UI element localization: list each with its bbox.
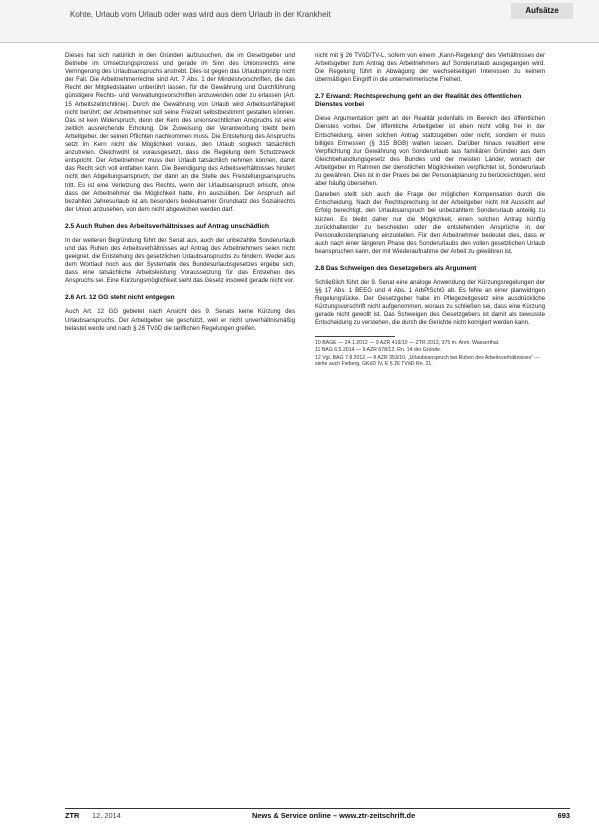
section-tab: Aufsätze [511, 3, 573, 19]
section-heading-2-6: 2.6 Art. 12 GG steht nicht entgegen [65, 294, 175, 302]
footer-website: News & Service online – www.ztr-zeitschrift.de [252, 811, 416, 820]
page-header [0, 0, 599, 43]
left-paragraph-3: Auch Art. 12 GG gebietet nach Ansicht des 9. Senats keine Kürzung des Urlaubsanspruchs. Der Arbeitgeber sei geschützt, weil er nicht unverhältnismäßig belastet werde und nach § 26 TVöD die tariflichen Regelungen greifen. [65, 308, 295, 332]
footnote-12: 12 Vgl. BAG 7.8.2012 — 9 AZR 353/10, „Urlaubsanspruch bei Ruhen des Arbeitsverhältnisses“ — siehe auch Fieberg, GKöD IV, E § 26 TVöD Rn. 21. [315, 354, 540, 368]
footnote-divider [315, 336, 395, 337]
right-paragraph-1: nicht mit § 26 TVöD/TV-L, sofern von einem „Kann-Regelung“ des Verhältnisses der Arbeitsgeber zum Antrag des Arbeitnehmers auf Sonderurlaub ausgegangen wird. Die Regelung führt in Abwägung der wechselseitigen Interessen zu keinem übermäßigen Eingriff in die unternehmerische Freiheit. [315, 52, 545, 84]
footer-divider [65, 808, 570, 809]
right-paragraph-4: Schließlich führt der 9. Senat eine analoge Anwendung der Kürzungsregelungen der §§ 17 Abs. 1 BEEG und 4 Abs. 1 ArbPlSchG ab. Es fehle an einer planwidrigen Regelungslücke. Der Gesetzgeber habe im Pflegezeitgesetz eine ausdrückliche Kürzungsvorschrift nicht aufgenommen, woraus zu schließen sei, dass eine Kürzung gerade nicht gewollt ist. Das Schweigen des Gesetzgebers ist damit als bewusste Entscheidung zu verstehen, die durch die Gerichte nicht korrigiert werden kann. [315, 278, 545, 327]
section-heading-2-8: 2.8 Das Schweigen des Gesetzgebers als Argument [315, 264, 477, 272]
right-paragraph-2: Diese Argumentation geht an der Realität jedenfalls im Bereich des öffentlichen Dienstes vorbei. Der öffentliche Arbeitgeber ist eben nicht völlig frei in der Entscheidung, einen solchen Antrag stattzugeben oder nicht, sondern er muss billiges Ermessen (§ 315 BGB) walten lassen. Darüber hinaus resultiert eine Verpflichtung zur Gewährung von Sonderurlaub aus familiären Gründen aus dem Gleichbehandlungsgesetz des Bundes und der meisten Länder, wonach der Arbeitgeber im Rahmen der dienstlichen Möglichkeiten verpflichtet ist, Sonderurlaub zu gewähren. Dies ist in der Praxis bei der Personalplanung zu berücksichtigen, wird aber häufig übersehen. [315, 115, 545, 188]
issue-number: 12. 2014 [92, 811, 121, 820]
right-paragraph-3: Daneben stellt sich auch die Frage der möglichen Kompensation durch die Entscheidung. Nach der Rechtsprechung ist der Arbeitgeber nicht mit Aussicht auf Erfolg berechtigt, den Urlaubsanspruch bei unbezahltem Sonderurlaub anteilig zu kürzen. Es bleibt daher nur die Möglichkeit, einen solchen Antrag künftig zurückhaltender zu bescheiden oder die entstehenden Ansprüche in der Personalkostenplanung einzustellen. Für den Arbeitnehmer bedeutet dies, dass er auch nach einer längeren Phase des Sonderurlaubs den vollen gesetzlichen Urlaub beanspruchen kann, der mit Wiederaufnahme der Arbeit zu gewähren ist. [315, 191, 545, 255]
left-paragraph-1: Dieses hat sich natürlich in den Gründen aufzusuchen, die im Gesetzgeber und Betriebe im Umsetzungsprozess und gerade im Sinn des Unionsrechts eine Verringerung des Urlaubsanspruchs anstrebt. Dies ist gegen das Urlaubsprinzip nicht der Fall. Die Arbeitnehmerrechte sind Art. 7 Abs. 1 der Mindestvorschriften, die das Recht der Mitgliedstaaten unberührt lassen, für die Gewährung und Durchführung günstigere Rechts- und Verwaltungsvorschriften anzuwenden oder zu erlassen (Art. 15 Arbeitszeitrichtlinie). Durch die Gewährung von Urlaub wird Arbeitsunfähigkeit nicht berührt; der Arbeitnehmer soll seine Freizeit selbstbestimmt gestalten können. Das ist kein Widerspruch, denn der Kern des unionsrechtlichen Anspruchs ist eine zeitlich ausreichende Erholung. Die Zuweisung der Verantwortung bleibt beim Arbeitgeber, der seinen Pflichten nachkommen muss. Die Entstehung des Anspruchs setzt im Kern nicht die Möglichkeit voraus, den Urlaub sogleich tatsächlich anzutreten. Gleichwohl ist vorausgesetzt, dass die Regelung dem Schutzzweck entspricht. Der Arbeitnehmer muss den Urlaub tatsächlich nehmen können, damit das Recht sich voll entfalten kann. Die Beendigung des Arbeitsverhältnisses hindert nicht den Abgeltungsanspruch, der dann an die Stelle des Freistellungsanspruchs tritt. Es ist eine Verletzung des Rechts, wenn der Urlaubsanspruch erlischt, ohne dass der Arbeitnehmer die Möglichkeit hatte, ihn auszuüben. Der Anspruch auf bezahlten Jahresurlaub ist als besonders bedeutsamer Grundsatz des Sozialrechts der Union anzusehen, von dem nicht abgewichen werden darf. [65, 52, 295, 213]
left-paragraph-2: In der weiteren Begründung führt der Senat aus, auch der unbezahlte Sonderurlaub und das Ruhen des Arbeitsverhältnisses auf Antrag des Arbeitnehmers seien nicht geeignet, die Entstehung des gesetzlichen Urlaubsanspruchs zu hindern. Weder aus dem Wortlaut noch aus der Systematik des Bundesurlaubsgesetzes ergebe sich, dass eine tatsächliche Arbeitsleistung Voraussetzung für das Entstehen des Anspruchs sei. Eine Kürzungsmöglichkeit sieht das Gesetz insoweit gerade nicht vor. [65, 236, 295, 285]
footnote-11: 11 BAG 6.5.2014 — 9 AZR 678/12, Rn. 14 der Gründe. [315, 347, 442, 354]
footnote-10: 10 BAGE — 24.1.2012 — 9 AZR 419/10 — ZTR 2012, 375 m. Anm. Wasserthal. [315, 339, 500, 346]
right-column [315, 52, 545, 369]
journal-abbreviation: ZTR [65, 811, 80, 820]
left-column [65, 52, 295, 336]
section-heading-2-7: 2.7 Erwand: Rechtsprechung geht an der Realität des öffentlichen Dienstes vorbei [315, 93, 522, 109]
section-heading-2-5: 2.5 Auch Ruhen des Arbeitsverhältnisses auf Antrag unschädlich [65, 222, 270, 230]
running-title: Kohte, Urlaub vom Urlaub oder was wird aus dem Urlaub in der Krankheit [70, 10, 331, 19]
page-number: 693 [557, 811, 570, 820]
